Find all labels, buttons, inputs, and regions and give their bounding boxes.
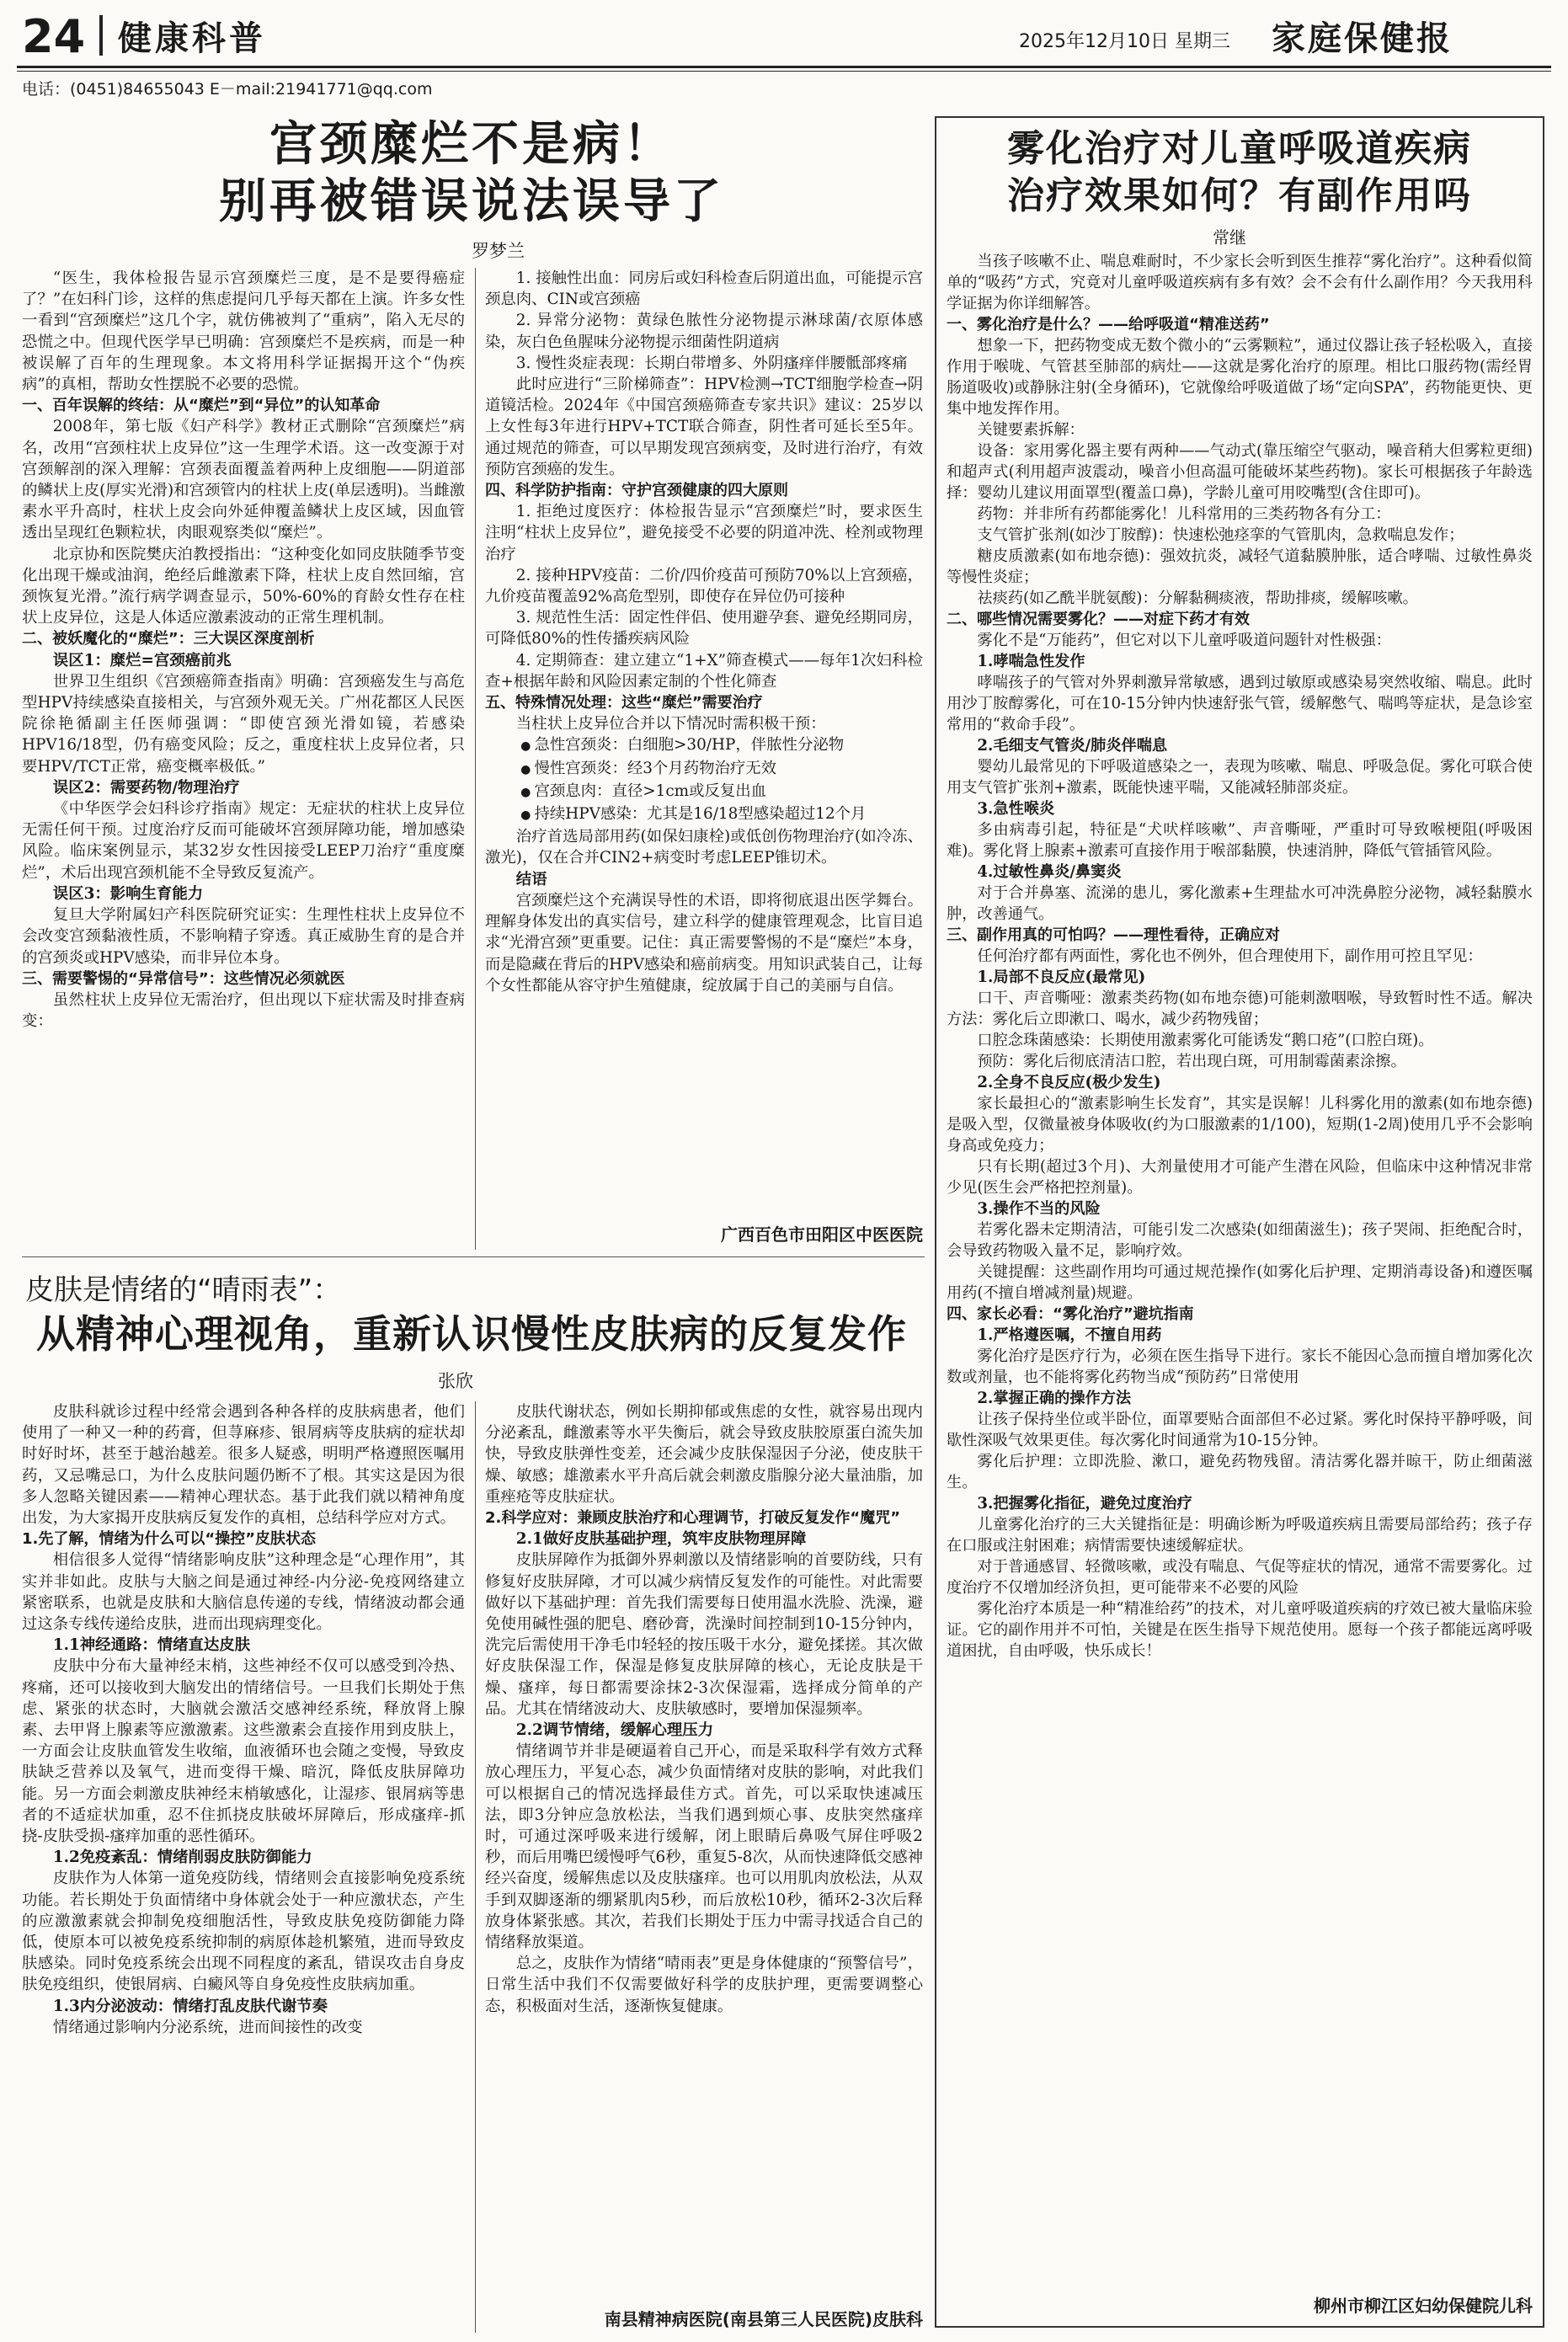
minor-heading: 1.哮喘急性发作 (977, 653, 1085, 670)
article-divider (22, 1256, 925, 1257)
paragraph: 关键要素拆解： (977, 421, 1085, 439)
subheading: 五、特殊情况处理：这些“糜烂”需要治疗 (485, 694, 763, 712)
minor-heading: 1.2免疫紊乱：情绪削弱皮肤防御能力 (52, 1849, 312, 1867)
paragraph: 哮喘孩子的气管对外界刺激异常敏感，遇到过敏原或感染易突然收缩、喘息。此时用沙丁胺醇雾化，可在10-15分钟内快速舒张气管，缓解憋气、喘鸣等症状，是急诊室常用的“救命手段”。 (947, 674, 1533, 734)
paragraph: 当孩子咳嗽不止、喘息难耐时，不少家长会听到医生推荐“雾化治疗”。这种看似简单的“吸药”方式，究竟对儿童呼吸道疾病有多有效？会不会有什么副作用？今天我用科学证据为你详细解答。 (947, 253, 1533, 312)
paragraph: 世界卫生组织《宫颈癌筛查指南》明确：宫颈癌发生与高危型HPV持续感染直接相关，与宫颈外观无关。广州花都区人民医院徐艳循副主任医师强调：“即使宫颈光滑如镜，若感染HPV16/18型，仍有癌变风险；反之，重度柱状上皮异位者，只要HPV/TCT正常，癌变概率极低。” (22, 672, 465, 776)
minor-heading: 2.1做好皮肤基础护理，筑牢皮肤物理屏障 (515, 1530, 807, 1549)
minor-heading: 1.局部不良反应(最常见) (977, 968, 1146, 986)
minor-heading: 2.2调节情绪，缓解心理压力 (515, 1721, 714, 1740)
article1-column-2 (485, 268, 923, 1213)
article3-source: 柳州市柳江区妇幼保健院儿科 (1314, 2296, 1533, 2316)
paragraph: 祛痰药(如乙酰半胱氨酸)：分解黏稠痰液，帮助排痰，缓解咳嗽。 (977, 590, 1418, 607)
paragraph: 雾化后护理：立即洗脸、漱口，避免药物残留。清洁雾化器并晾干，防止细菌滋生。 (947, 1453, 1533, 1491)
article1-author: 罗梦兰 (472, 241, 525, 261)
paragraph: 关键提醒：这些副作用均可通过规范操作(如雾化后护理、定期消毒设备)和遵医嘱用药(不擅自增减剂量)规避。 (947, 1263, 1533, 1302)
subheading: 四、家长必看：“雾化治疗”避坑指南 (947, 1305, 1194, 1323)
paragraph: 儿童雾化治疗的三大关键指征是：明确诊断为呼吸道疾病且需要局部给药；孩子存在口服或注射困难；病情需要快速缓解症状。 (947, 1516, 1533, 1555)
article2-column-1 (22, 1401, 465, 2333)
paragraph: 婴幼儿最常见的下呼吸道感染之一，表现为咳嗽、喘息、呼吸急促。雾化可联合使用支气管扩张剂+激素，既能快速平喘，又能减轻肺部炎症。 (947, 758, 1533, 797)
paragraph: 3. 慢性炎症表现：长期白带增多、外阴瘙痒伴腰骶部疼痛 (515, 354, 908, 372)
article2-author: 张欣 (438, 1371, 473, 1391)
article2-source: 南县精神病医院(南县第三人民医院)皮肤科 (604, 2309, 923, 2329)
paper-name: 家庭保健报 (1272, 19, 1453, 58)
article1-column-1 (22, 268, 465, 1250)
paragraph: 对于普通感冒、轻微咳嗽，或没有喘息、气促等症状的情况，通常不需要雾化。过度治疗不仅增加经济负担，更可能带来不必要的风险 (947, 1558, 1533, 1597)
paragraph: 2. 接种HPV疫苗：二价/四价疫苗可预防70%以上宫颈癌，九价疫苗覆盖92%高危型别，即使存在异位仍可接种 (485, 566, 923, 606)
paragraph: 相信很多人觉得“情绪影响皮肤”这种理念是“心理作用”，其实并非如此。皮肤与大脑之间是通过神经-内分泌-免疫网络建立紧密联系，也就是皮肤和大脑信息传递的专线，情绪波动都会通过这条专线传递给皮肤，进而出现病理变化。 (22, 1551, 465, 1634)
minor-heading: 1.3内分泌波动：情绪打乱皮肤代谢节奏 (52, 1997, 328, 2015)
paragraph: 若雾化器未定期清洁，可能引发二次感染(如细菌滋生)；孩子哭闹、拒绝配合时，会导致药物吸入量不足，影响疗效。 (947, 1221, 1533, 1260)
paragraph: 宫颈糜烂这个充满误导性的术语，即将彻底退出医学舞台。理解身体发出的真实信号，建立科学的健康管理观念，比盲目追求“光滑宫颈”更重要。记住：真正需要警惕的不是“糜烂”本身，而是隐藏在背后的HPV感染和癌前病变。用知识武装自己，让每个女性都能从容守护生殖健康，绽放属于自己的美丽与自信。 (485, 891, 923, 995)
subheading: 一、百年误解的终结：从“糜烂”到“异位”的认知革命 (22, 397, 381, 415)
paragraph: 皮肤代谢状态，例如长期抑郁或焦虑的女性，就容易出现内分泌紊乱，雌激素等水平失衡后，就会导致皮肤胶原蛋白流失加快，导致皮肤弹性变差，还会减少皮肤保湿因子分泌，使皮肤干燥、敏感；雄激素水平升高后就会刺激皮脂腺分泌大量油脂，加重痤疮等皮肤症状。 (485, 1403, 923, 1506)
issue-date: 2025年12月10日 星期三 (1019, 31, 1230, 52)
paragraph: 治疗首选局部用药(如保妇康栓)或低创伤物理治疗(如冷冻、激光)，仅在合并CIN2+病变时考虑LEEP锥切术。 (485, 828, 923, 867)
paragraph: 雾化治疗是医疗行为，必须在医生指导下进行。家长不能因心急而擅自增加雾化次数或剂量，也不能将雾化药物当成“预防药”日常使用 (947, 1347, 1533, 1386)
article2-title: 从精神心理视角，重新认识慢性皮肤病的反复发作 (36, 1311, 907, 1357)
paragraph: 设备：家用雾化器主要有两种——气动式(靠压缩空气驱动，噪音稍大但雾粒更细)和超声式(利用超声波震动，噪音小但高温可能破坏某些药物)。家长可根据孩子年龄选择：婴幼儿建议用面罩型(覆盖口鼻)，学龄儿童可用咬嘴型(含住即可)。 (947, 442, 1533, 502)
paragraph: 口腔念珠菌感染：长期使用激素雾化可能诱发“鹅口疮”(口腔白斑)。 (977, 1032, 1434, 1049)
minor-heading: 4.过敏性鼻炎/鼻窦炎 (977, 863, 1122, 881)
paragraph: 让孩子保持坐位或半卧位，面罩要贴合面部但不必过紧。雾化时保持平静呼吸，间歇性深吸气效果更佳。每次雾化时间通常为10-15分钟。 (947, 1411, 1533, 1449)
minor-heading: 3.操作不当的风险 (977, 1200, 1101, 1218)
minor-heading: 误区2：需要药物/物理治疗 (52, 778, 240, 797)
paragraph: 只有长期(超过3个月)、大剂量使用才可能产生潜在风险，但临床中这种情况非常少见(医生会严格把控剂量)。 (947, 1158, 1533, 1197)
paragraph: 2. 异常分泌物：黄绿色脓性分泌物提示淋球菌/衣原体感染，灰白色鱼腥味分泌物提示细菌性阴道病 (485, 312, 923, 351)
paragraph: 雾化不是“万能药”，但它对以下儿童呼吸道问题针对性极强： (977, 632, 1391, 649)
paragraph: 3. 规范性生活：固定性伴侣、使用避孕套、避免经期同房，可降低80%的性传播疾病风险 (485, 609, 923, 648)
paragraph: 皮肤中分布大量神经末梢，这些神经不仅可以感受到冷热、疼痛，还可以接收到大脑发出的情绪信号。一旦我们长期处于焦虑、紧张的状态时，大脑就会激活交感神经系统，释放肾上腺素、去甲肾上腺素等应激激素。这些激素会直接作用到皮肤上，一方面会让皮肤血管发生收缩，血液循环也会随之变慢，导致皮肤缺乏营养以及氧气，进而变得干燥、暗沉，降低皮肤屏障功能。另一方面会刺激皮肤神经末梢敏感化，让湿疹、银屑病等患者的不适症状加重，忍不住抓挠皮肤破坏屏障后，形成瘙痒-抓挠-皮肤受损-瘙痒加重的恶性循环。 (22, 1657, 465, 1846)
minor-heading: 1.严格遵医嘱，不擅自用药 (977, 1326, 1162, 1344)
paragraph: 雾化治疗本质是一种“精准给药”的技术，对儿童呼吸道疾病的疗效已被大量临床验证。它的副作用并不可怕，关键是在医生指导下规范使用。愿每一个孩子都能远离呼吸道困扰，自由呼吸，快乐成长！ (947, 1600, 1533, 1660)
page-number: 24 (22, 10, 86, 63)
paragraph: 口干、声音嘶哑：激素类药物(如布地奈德)可能刺激咽喉，导致暂时性不适。解决方法：雾化后立即漱口、喝水，减少药物残留； (947, 990, 1533, 1028)
paragraph: “医生，我体检报告显示宫颈糜烂三度，是不是要得癌症了？”在妇科门诊，这样的焦虑提问几乎每天都在上演。许多女性一看到“宫颈糜烂”这几个字，就仿佛被判了“重病”，陷入无尽的恐慌之中。但现代医学早已明确：宫颈糜烂不是疾病，而是一种被误解了百年的生理现象。本文将用科学证据揭开这个“伪疾病”的真相，帮助女性摆脱不必要的恐慌。 (22, 269, 465, 394)
paragraph: 2008年，第七版《妇产科学》教材正式删除“宫颈糜烂”病名，改用“宫颈柱状上皮异位”这一生理学术语。这一改变源于对宫颈解剖的深入理解：宫颈表面覆盖着两种上皮细胞——阴道部的鳞状上皮(厚实光滑)和宫颈管内的柱状上皮(单层透明)。当雌激素水平升高时，柱状上皮会向外延伸覆盖鳞状上皮区域，因血管透出呈现红色颗粒状，肉眼观察类似“糜烂”。 (22, 418, 465, 542)
minor-heading: 误区1：糜烂=宫颈癌前兆 (52, 651, 232, 670)
paragraph: 皮肤科就诊过程中经常会遇到各种各样的皮肤病患者，他们使用了一种又一种的药膏，但荨麻疹、银屑病等皮肤病的症状却时好时坏，甚至于越治越差。很多人疑惑，明明严格遵照医嘱用药，又忌嘴忌口，为什么皮肤问题仍断不了根。其实这是因为很多人忽略关键因素——精神心理状态。基于此我们就以精神角度出发，为大家揭开皮肤病反复发作的真相，总结科学应对方式。 (22, 1403, 465, 1528)
paragraph: 想象一下，把药物变成无数个微小的“云雾颗粒”，通过仪器让孩子轻松吸入，直接作用于喉咙、气管甚至肺部的病灶——这就是雾化治疗的原理。相比口服药物(需经胃肠道吸收)或静脉注射(全身循环)，它就像给呼吸道做了场“定向SPA”，药物能更快、更集中地发挥作用。 (947, 337, 1533, 418)
paragraph: 预防：雾化后彻底清洁口腔，若出现白斑，可用制霉菌素涂擦。 (977, 1053, 1406, 1070)
paragraph: 总之，皮肤作为情绪“晴雨表”更是身体健康的“预警信号”，日常生活中我们不仅需要做好科学的皮肤护理，更需要调整心态，积极面对生活，逐渐恢复健康。 (485, 1955, 923, 2015)
article3-author: 常继 (1213, 227, 1246, 248)
article3-title-line2: 治疗效果如何？有副作用吗 (1007, 174, 1472, 217)
section-title: 健康科普 (118, 19, 266, 58)
paragraph: 家长最担心的“激素影响生长发育”，其实是误解！儿科雾化用的激素(如布地奈德)是吸入型，仅微量被身体吸收(约为口服激素的1/100)，短期(1-2周)使用几乎不会影响身高或免疫力； (947, 1095, 1533, 1155)
paragraph: 1. 接触性出血：同房后或妇科检查后阴道出血，可能提示宫颈息肉、CIN或宫颈癌 (485, 269, 923, 309)
header-rule-thin (17, 71, 1551, 72)
subheading: 三、需要警惕的“异常信号”：这些情况必须就医 (22, 969, 345, 988)
paragraph: 皮肤屏障作为抵御外界刺激以及情绪影响的首要防线，只有修复好皮肤屏障，才可以减少病情反复发作的可能性。对此需要做好以下基础护理：首先我们需要每日使用温水洗脸、洗澡，避免使用碱性强的肥皂、磨砂膏，洗澡时间控制到10-15分钟内，洗完后需使用干净毛巾轻轻的按压吸干水分，避免揉搓。其次做好皮肤保湿工作，保湿是修复皮肤屏障的核心，无论皮肤是干燥、瘙痒，每日都需要涂抹2-3次保湿霜，选择成分简单的产品。尤其在情绪波动大、皮肤敏感时，要增加保湿频率。 (485, 1551, 923, 1718)
column-divider (475, 268, 476, 1250)
bullet-item: ● 慢性宫颈炎：经3个月药物治疗无效 (485, 758, 923, 781)
subheading: 1.先了解，情绪为什么可以“操控”皮肤状态 (22, 1530, 317, 1549)
paragraph: 情绪通过影响内分泌系统，进而间接性的改变 (52, 2018, 363, 2036)
minor-heading: 2.全身不良反应(极少发生) (977, 1074, 1161, 1091)
minor-heading: 3.把握雾化指征，避免过度治疗 (977, 1495, 1192, 1512)
contact-line: 电话：(0451)84655043 E－mail:21941771@qq.com (22, 80, 433, 99)
paragraph: 复旦大学附属妇产科医院研究证实：生理性柱状上皮异位不会改变宫颈黏液性质，不影响精子穿透。真正威胁生育的是合并的宫颈炎或HPV感染，而非异位本身。 (22, 906, 465, 967)
subheading: 2.科学应对：兼顾皮肤治疗和心理调节，打破反复发作“魔咒” (485, 1509, 901, 1528)
paragraph: 任何治疗都有两面性，雾化也不例外，但合理使用下，副作用可控且罕见： (977, 947, 1483, 965)
subheading: 四、科学防护指南：守护宫颈健康的四大原则 (485, 482, 788, 500)
subheading: 三、副作用真的可怕吗？——理性看待，正确应对 (947, 926, 1280, 944)
bullet-item: ● 宫颈息肉：直径>1cm或反复出血 (485, 781, 923, 803)
minor-heading: 结语 (515, 870, 547, 888)
bullet-item: ● 急性宫颈炎：白细胞>30/HP，伴脓性分泌物 (485, 734, 923, 757)
paragraph: 北京协和医院樊庆泊教授指出：“这种变化如同皮肤随季节变化出现干燥或油润，绝经后雌激素下降，柱状上皮自然回缩，宫颈恢复光滑。”流行病学调查显示，50%-60%的育龄女性存在柱状上皮异位，这是人体适应激素波动的正常生理机制。 (22, 545, 465, 627)
paragraph: 此时应进行“三阶梯筛查”：HPV检测→TCT细胞学检查→阴道镜活检。2024年《中国宫颈癌筛查专家共识》建议：25岁以上女性每3年进行HPV+TCT联合筛查，阴性者可延长至5年。通过规范的筛查，可以早期发现宫颈病变，及时进行治疗，有效预防宫颈癌的发生。 (485, 376, 923, 478)
paragraph: 4. 定期筛查：建立建立“1+X”筛查模式——每年1次妇科检查+根据年龄和风险因素定制的个性化筛查 (485, 651, 923, 691)
subheading: 二、被妖魔化的“糜烂”：三大误区深度剖析 (22, 630, 315, 648)
article1-source: 广西百色市田阳区中医医院 (721, 1224, 923, 1245)
column-divider (475, 1401, 476, 2333)
paragraph: 虽然柱状上皮异位无需治疗，但出现以下症状需及时排查病变： (22, 990, 465, 1031)
article2-column-2 (485, 1401, 923, 2302)
article1-title-line2: 别再被错误说法误导了 (219, 173, 724, 229)
paragraph: 糖皮质激素(如布地奈德)：强效抗炎，减轻气道黏膜肿胀，适合哮喘、过敏性鼻炎等慢性炎症； (947, 547, 1533, 586)
paragraph: 多由病毒引起，特征是“犬吠样咳嗽”、声音嘶哑，严重时可导致喉梗阻(呼吸困难)。雾化肾上腺素+激素可直接作用于喉部黏膜，快速消肿，降低气管插管风险。 (947, 821, 1533, 860)
article2-kicker: 皮肤是情绪的“晴雨表”： (25, 1273, 342, 1307)
article3-title-line1: 雾化治疗对儿童呼吸道疾病 (1007, 127, 1472, 170)
header-rule (17, 66, 1551, 68)
minor-heading: 1.1神经通路：情绪直达皮肤 (52, 1636, 251, 1655)
paragraph: 支气管扩张剂(如沙丁胺醇)：快速松弛痉挛的气管肌肉，急救喘息发作； (977, 526, 1464, 544)
paragraph: 《中华医学会妇科诊疗指南》规定：无症状的柱状上皮异位无需任何干预。过度治疗反而可能破坏宫颈屏障功能，增加感染风险。临床案例显示，某32岁女性因接受LEEP刀治疗“重度糜烂”，术后出现宫颈机能不全导致反复流产。 (22, 800, 465, 882)
subheading: 一、雾化治疗是什么？——给呼吸道“精准送药” (947, 316, 1270, 333)
paragraph: 皮肤作为人体第一道免疫防线，情绪则会直接影响免疫系统功能。若长期处于负面情绪中身体就会处于一种应激状态，产生的应激激素就会抑制免疫细胞活性，导致皮肤免疫防御能力降低，使原本可以被免疫系统抑制的病原体趁机繁殖，进而导致皮肤感染。同时免疫系统会出现不同程度的紊乱，错误攻击自身皮肤免疫组织，使银屑病、白癜风等自身免疫性皮肤病加重。 (22, 1870, 465, 1994)
paragraph: 药物：并非所有药都能雾化！儿科常用的三类药物各有分工： (977, 505, 1391, 523)
minor-heading: 2.毛细支气管炎/肺炎伴喘息 (977, 737, 1168, 755)
minor-heading: 2.掌握正确的操作方法 (977, 1390, 1132, 1407)
paragraph: 1. 拒绝过度医疗：体检报告显示“宫颈糜烂”时，要求医生注明“柱状上皮异位”，避免接受不必要的阴道冲洗、栓剂或物理治疗 (485, 503, 923, 563)
header-divider (99, 15, 103, 56)
bullet-item: ● 持续HPV感染：尤其是16/18型感染超过12个月 (485, 803, 923, 826)
article3-body (947, 251, 1533, 2289)
paragraph: 当柱状上皮异位合并以下情况时需积极干预： (515, 715, 826, 734)
subheading: 二、哪些情况需要雾化？——对症下药才有效 (947, 611, 1250, 628)
minor-heading: 3.急性喉炎 (977, 800, 1055, 818)
paragraph: 情绪调节并非是硬逼着自己开心，而是采取科学有效方式释放心理压力，平复心态，减少负面情绪对皮肤的影响，对此我们可以根据自己的情况选择最佳方式。首先，可以采取快速减压法，即3分钟应急放松法，当我们遇到烦心事、皮肤突然瘙痒时，可通过深呼吸来进行缓解，闭上眼睛后鼻吸气屏住呼吸2秒，而后用嘴巴缓慢呼气6秒，重复5-8次，从而快速降低交感神经兴奋度，缓解焦虑以及皮肤瘙痒。也可以用肌肉放松法，从双手到双脚逐渐的绷紧肌肉5秒，而后放松10秒，循环2-3次后释放身体紧张感。其次，若我们长期处于压力中需寻找适合自己的情绪释放渠道。 (485, 1742, 923, 1952)
article1-title-line1: 宫颈糜烂不是病！ (269, 116, 674, 172)
paragraph: 对于合并鼻塞、流涕的患儿，雾化激素+生理盐水可冲洗鼻腔分泌物，减轻黏膜水肿，改善通气。 (947, 884, 1533, 923)
minor-heading: 误区3：影响生育能力 (52, 884, 204, 903)
